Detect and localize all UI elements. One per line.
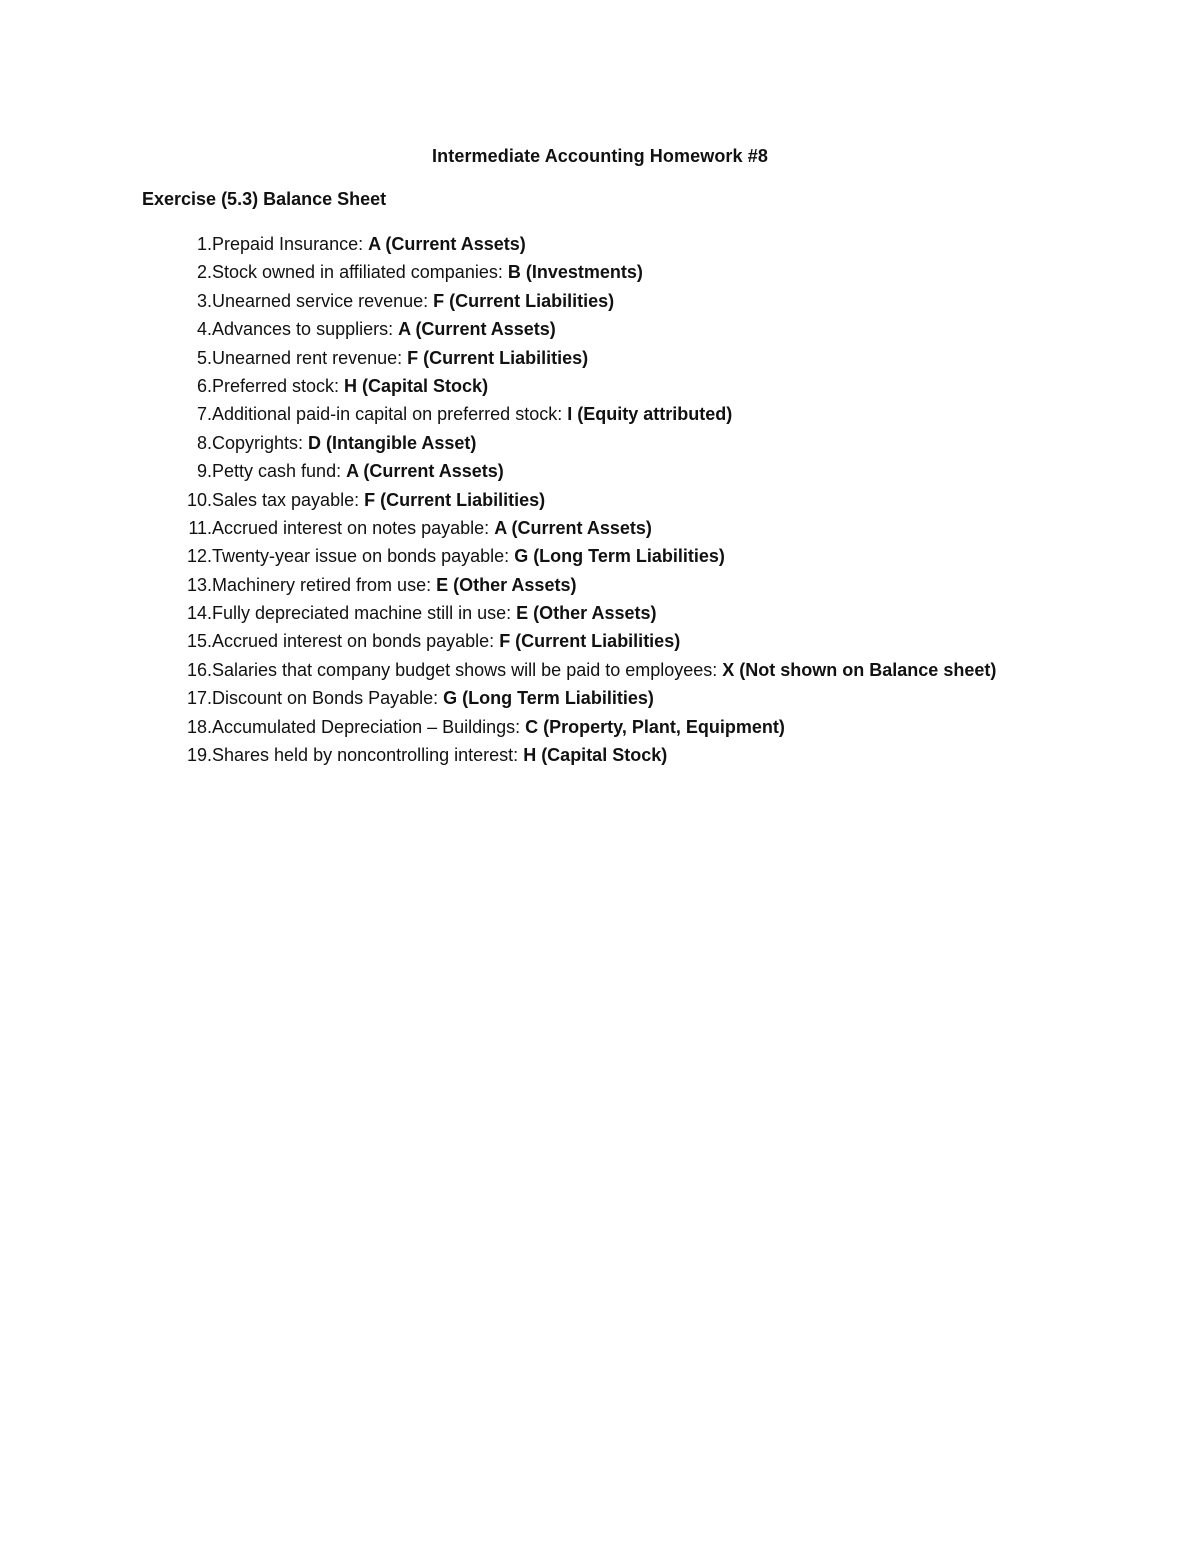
item-number xyxy=(142,230,212,258)
item-number-text: 10. xyxy=(186,489,212,510)
item-number xyxy=(142,258,212,286)
list-item xyxy=(142,486,1142,514)
item-text: Petty cash fund: xyxy=(212,461,347,482)
item-text: Machinery retired from use: xyxy=(212,574,437,595)
list-item xyxy=(142,741,1142,769)
item-number-text: 6. xyxy=(196,375,212,396)
item-number-text: 9. xyxy=(196,461,212,482)
item-number xyxy=(142,400,212,428)
list-item xyxy=(142,287,1142,315)
item-answer: E (Other Assets) xyxy=(516,603,657,624)
item-number xyxy=(142,514,212,542)
item-number-text: 5. xyxy=(196,347,212,368)
item-content xyxy=(212,372,488,400)
item-content xyxy=(212,457,504,485)
item-content xyxy=(212,656,996,684)
item-number xyxy=(142,571,212,599)
item-number xyxy=(142,372,212,400)
list-item xyxy=(142,230,1142,258)
item-text: Salaries that company budget shows will be paid to employees: xyxy=(212,659,723,680)
list-item xyxy=(142,457,1142,485)
item-number xyxy=(142,457,212,485)
item-number xyxy=(142,486,212,514)
item-answer: F (Current Liabilities) xyxy=(407,347,589,368)
list-item xyxy=(142,656,1142,684)
item-text: Sales tax payable: xyxy=(212,489,365,510)
item-number xyxy=(142,684,212,712)
item-number-text: 11. xyxy=(188,517,212,538)
item-number xyxy=(142,741,212,769)
item-content xyxy=(212,344,588,372)
list-item xyxy=(142,542,1142,570)
item-answer: A (Current Assets) xyxy=(346,461,504,482)
list-item xyxy=(142,713,1142,741)
item-answer: A (Current Assets) xyxy=(398,319,556,340)
item-text: Twenty-year issue on bonds payable: xyxy=(212,546,515,567)
item-content xyxy=(212,599,657,627)
item-number xyxy=(142,287,212,315)
list-item xyxy=(142,684,1142,712)
list-item xyxy=(142,514,1142,542)
item-answer: H (Capital Stock) xyxy=(523,745,668,766)
item-number-text: 3. xyxy=(196,290,212,311)
item-number xyxy=(142,429,212,457)
item-text: Accrued interest on notes payable: xyxy=(212,517,495,538)
item-text: Unearned service revenue: xyxy=(212,290,434,311)
item-text: Copyrights: xyxy=(212,432,309,453)
item-number-text: 14. xyxy=(186,603,212,624)
item-content xyxy=(212,627,680,655)
list-item xyxy=(142,372,1142,400)
item-text: Accrued interest on bonds payable: xyxy=(212,631,500,652)
item-answer: F (Current Liabilities) xyxy=(364,489,546,510)
item-content xyxy=(212,514,652,542)
item-number xyxy=(142,315,212,343)
item-number-text: 12. xyxy=(186,546,212,567)
item-text: Additional paid-in capital on preferred stock: xyxy=(212,404,568,425)
item-answer: G (Long Term Liabilities) xyxy=(514,546,725,567)
item-number xyxy=(142,542,212,570)
item-answer: A (Current Assets) xyxy=(494,517,652,538)
item-text: Fully depreciated machine still in use: xyxy=(212,603,517,624)
item-content xyxy=(212,542,725,570)
item-number-text: 7. xyxy=(196,404,212,425)
item-answer: F (Current Liabilities) xyxy=(499,631,681,652)
item-text: Shares held by noncontrolling interest: xyxy=(212,745,524,766)
item-content xyxy=(212,741,667,769)
item-text: Accumulated Depreciation – Buildings: xyxy=(212,716,526,737)
item-text: Discount on Bonds Payable: xyxy=(212,688,444,709)
list-item xyxy=(142,429,1142,457)
item-number-text: 13. xyxy=(186,574,212,595)
item-number xyxy=(142,627,212,655)
item-number-text: 15. xyxy=(186,631,212,652)
item-number-text: 16. xyxy=(186,659,212,680)
item-content xyxy=(212,230,526,258)
list-item xyxy=(142,258,1142,286)
item-number-text: 4. xyxy=(196,319,212,340)
item-content xyxy=(212,315,556,343)
item-content xyxy=(212,486,545,514)
list-item xyxy=(142,344,1142,372)
item-number-text: 1. xyxy=(196,234,212,254)
item-number-text: 8. xyxy=(196,432,212,453)
item-text: Advances to suppliers: xyxy=(212,319,399,340)
list-item xyxy=(142,400,1142,428)
item-number xyxy=(142,344,212,372)
item-answer: B (Investments) xyxy=(507,262,643,283)
item-number-text: 2. xyxy=(196,262,212,283)
item-content xyxy=(212,287,614,315)
item-number xyxy=(142,656,212,684)
item-number xyxy=(142,599,212,627)
list-item xyxy=(142,571,1142,599)
item-answer: E (Other Assets) xyxy=(436,574,577,595)
item-answer: I (Equity attributed) xyxy=(567,404,733,425)
item-answer: D (Intangible Asset) xyxy=(308,432,477,453)
item-answer: A (Current Assets) xyxy=(368,234,526,254)
item-content xyxy=(212,400,732,428)
item-number-text: 17. xyxy=(186,688,212,709)
item-text: Stock owned in affiliated companies: xyxy=(212,262,508,283)
list-item xyxy=(142,599,1142,627)
section-heading: Exercise (5.3) Balance Sheet xyxy=(142,189,387,209)
item-answer: X (Not shown on Balance sheet) xyxy=(722,659,997,680)
item-answer: G (Long Term Liabilities) xyxy=(443,688,654,709)
item-content xyxy=(212,684,654,712)
list-item xyxy=(142,627,1142,655)
item-number-text: 18. xyxy=(186,716,212,737)
item-content xyxy=(212,258,643,286)
item-answer: C (Property, Plant, Equipment) xyxy=(525,716,785,737)
list-item xyxy=(142,315,1142,343)
answer-list xyxy=(142,230,1142,769)
item-answer: H (Capital Stock) xyxy=(344,375,489,396)
item-content xyxy=(212,571,576,599)
item-text: Preferred stock: xyxy=(212,375,345,396)
item-content xyxy=(212,429,476,457)
document-title: Intermediate Accounting Homework #8 xyxy=(432,146,768,166)
item-text: Prepaid Insurance: xyxy=(212,234,369,254)
item-answer: F (Current Liabilities) xyxy=(433,290,615,311)
item-text: Unearned rent revenue: xyxy=(212,347,408,368)
item-number-text: 19. xyxy=(186,745,212,766)
item-number xyxy=(142,713,212,741)
item-content xyxy=(212,713,785,741)
